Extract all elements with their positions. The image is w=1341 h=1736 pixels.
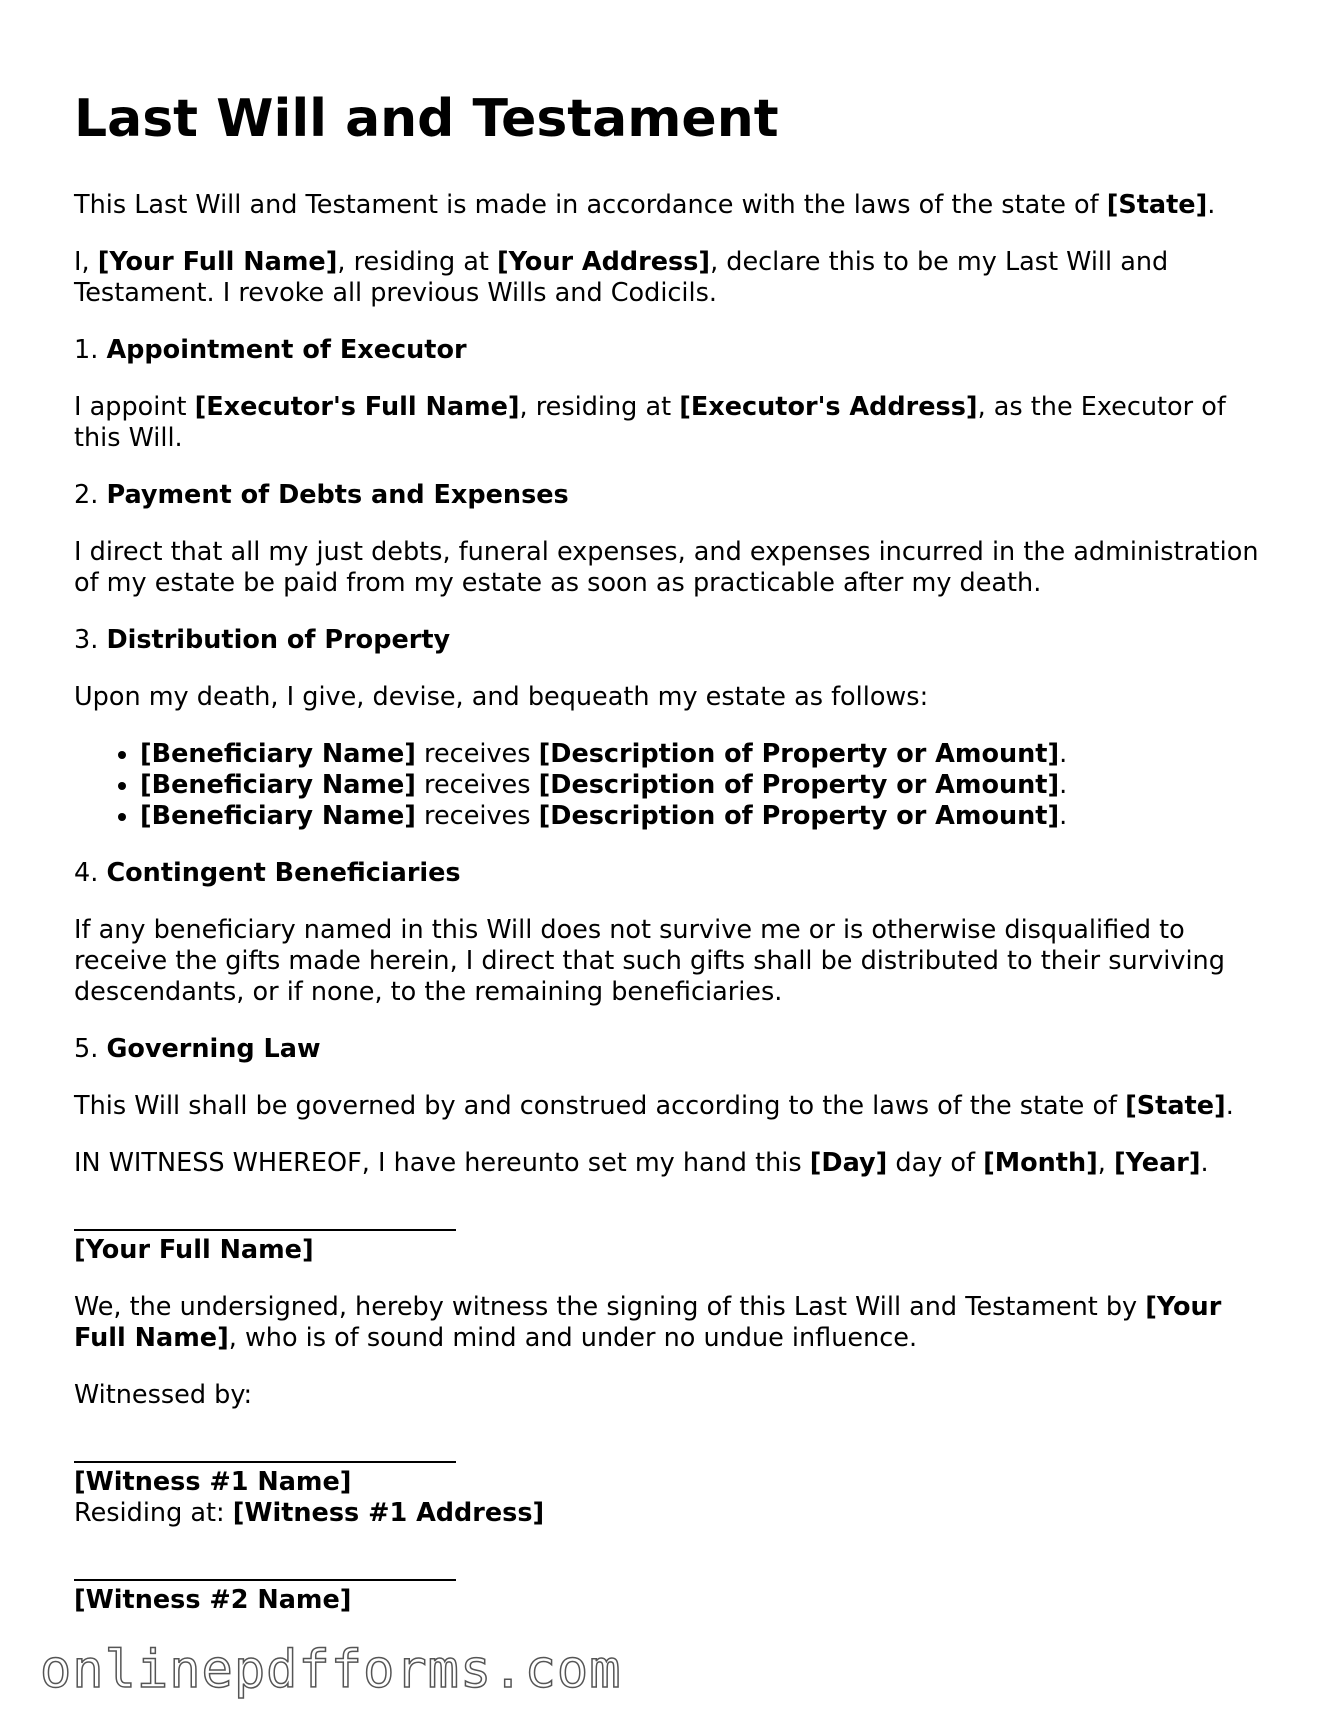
state-placeholder: [State] [1125, 1091, 1226, 1122]
address-placeholder: [Your Address] [497, 247, 711, 278]
witness1-name-line [74, 1467, 1274, 1498]
bequest-list [74, 739, 1274, 832]
punct: . [1207, 190, 1216, 221]
intro-text: , residing at [337, 247, 498, 278]
section-number: 3. [74, 625, 107, 656]
punct: . [1059, 770, 1068, 801]
section-number: 5. [74, 1034, 107, 1065]
witness2-signature-block [74, 1579, 1274, 1616]
beneficiary-placeholder: [Beneficiary Name] [140, 770, 416, 801]
section-body-2: I direct that all my just debts, funeral expenses, and expenses incurred in the administration of my estate be paid from my estate as soon as practicable after my death. [74, 537, 1259, 599]
punct: . [1225, 1091, 1234, 1122]
clause-text: IN WITNESS WHEREOF, I have hereunto set my hand this [74, 1148, 810, 1179]
year-placeholder: [Year] [1114, 1148, 1201, 1179]
section-title: Payment of Debts and Expenses [106, 480, 569, 511]
attestation-paragraph [74, 1292, 1274, 1354]
attestation-text: , who is of sound mind and under no undue influence. [228, 1323, 918, 1354]
section-text: , residing at [519, 392, 680, 423]
signature-line[interactable] [74, 1229, 456, 1231]
beneficiary-placeholder: [Beneficiary Name] [140, 739, 416, 770]
testator-name-placeholder: [Your Full Name] [74, 1235, 314, 1266]
day-placeholder: [Day] [809, 1148, 888, 1179]
list-item [140, 770, 1274, 801]
punct: . [1200, 1148, 1209, 1179]
beneficiary-placeholder: [Beneficiary Name] [140, 801, 416, 832]
section-number: 4. [74, 858, 107, 889]
testator-signature-block [74, 1229, 1274, 1266]
section-heading-3 [74, 625, 1274, 656]
attestation-text: We, the undersigned, hereby witness the signing of this Last Will and Testament by [74, 1292, 1146, 1323]
witness1-name-placeholder: [Witness #1 Name] [74, 1467, 352, 1498]
signature-line[interactable] [74, 1579, 456, 1581]
property-placeholder: [Description of Property or Amount] [538, 739, 1060, 770]
clause-text: , [1097, 1148, 1115, 1179]
month-placeholder: [Month] [983, 1148, 1098, 1179]
witness2-name-line [74, 1585, 1274, 1616]
section-body-3: Upon my death, I give, devise, and bequeath my estate as follows: [74, 682, 929, 713]
section-number: 1. [74, 335, 107, 366]
witness1-address-line [74, 1498, 1274, 1529]
punct: . [1059, 801, 1068, 832]
spacer [74, 1266, 1274, 1292]
section-heading-1 [74, 335, 1274, 366]
section-title: Contingent Beneficiaries [106, 858, 461, 889]
section-title: Governing Law [106, 1034, 321, 1065]
section-text: This Will shall be governed by and construed according to the laws of the state of [74, 1091, 1126, 1122]
intro-paragraph-declaration [74, 247, 1274, 309]
list-text: receives [415, 801, 539, 832]
witnessed-by-label: Witnessed by: [74, 1380, 253, 1411]
intro-text: This Last Will and Testament is made in accordance with the laws of the state of [74, 190, 1107, 221]
witness2-name-placeholder: [Witness #2 Name] [74, 1585, 352, 1616]
property-placeholder: [Description of Property or Amount] [538, 801, 1060, 832]
executor-address-placeholder: [Executor's Address] [679, 392, 978, 423]
section-heading-4 [74, 858, 1274, 889]
intro-text: I, [74, 247, 98, 278]
witness1-address-placeholder: [Witness #1 Address] [232, 1498, 545, 1529]
state-placeholder: [State] [1106, 190, 1208, 221]
executor-name-placeholder: [Executor's Full Name] [194, 392, 520, 423]
clause-text: day of [887, 1148, 984, 1179]
document-page [74, 88, 1274, 1616]
section-heading-5 [74, 1034, 1274, 1065]
section-body-1 [74, 392, 1274, 454]
intro-paragraph-state [74, 190, 1274, 221]
watermark: onlinepdfforms.com [40, 1640, 622, 1700]
testator-name-line [74, 1235, 1274, 1266]
section-title: Appointment of Executor [106, 335, 467, 366]
witness1-signature-block [74, 1461, 1274, 1529]
signature-line[interactable] [74, 1461, 456, 1463]
list-text: receives [415, 739, 539, 770]
section-title: Distribution of Property [106, 625, 451, 656]
section-text: , as the Executor of this Will. [74, 392, 1226, 454]
intro-text: , declare this to be my Last Will and Testament. I revoke all previous Wills and Codicils. [74, 247, 1169, 309]
section-heading-2 [74, 480, 1274, 511]
list-text: receives [415, 770, 539, 801]
punct: . [1059, 739, 1068, 770]
list-item [140, 801, 1274, 832]
section-body-4: If any beneficiary named in this Will does not survive me or is otherwise disqualified to receive the gifts made herein, I direct that such gifts shall be distributed to their surviving descendants, or if none, to the remaining beneficiaries. [74, 915, 1225, 1008]
section-number: 2. [74, 480, 107, 511]
document-title: Last Will and Testament [74, 89, 779, 149]
residing-label: Residing at: [74, 1498, 233, 1529]
witness-clause [74, 1148, 1274, 1179]
section-text: I appoint [74, 392, 195, 423]
full-name-placeholder: [Your Full Name] [74, 1292, 1222, 1354]
property-placeholder: [Description of Property or Amount] [538, 770, 1060, 801]
full-name-placeholder: [Your Full Name] [97, 247, 338, 278]
list-item [140, 739, 1274, 770]
section-body-5 [74, 1091, 1274, 1122]
